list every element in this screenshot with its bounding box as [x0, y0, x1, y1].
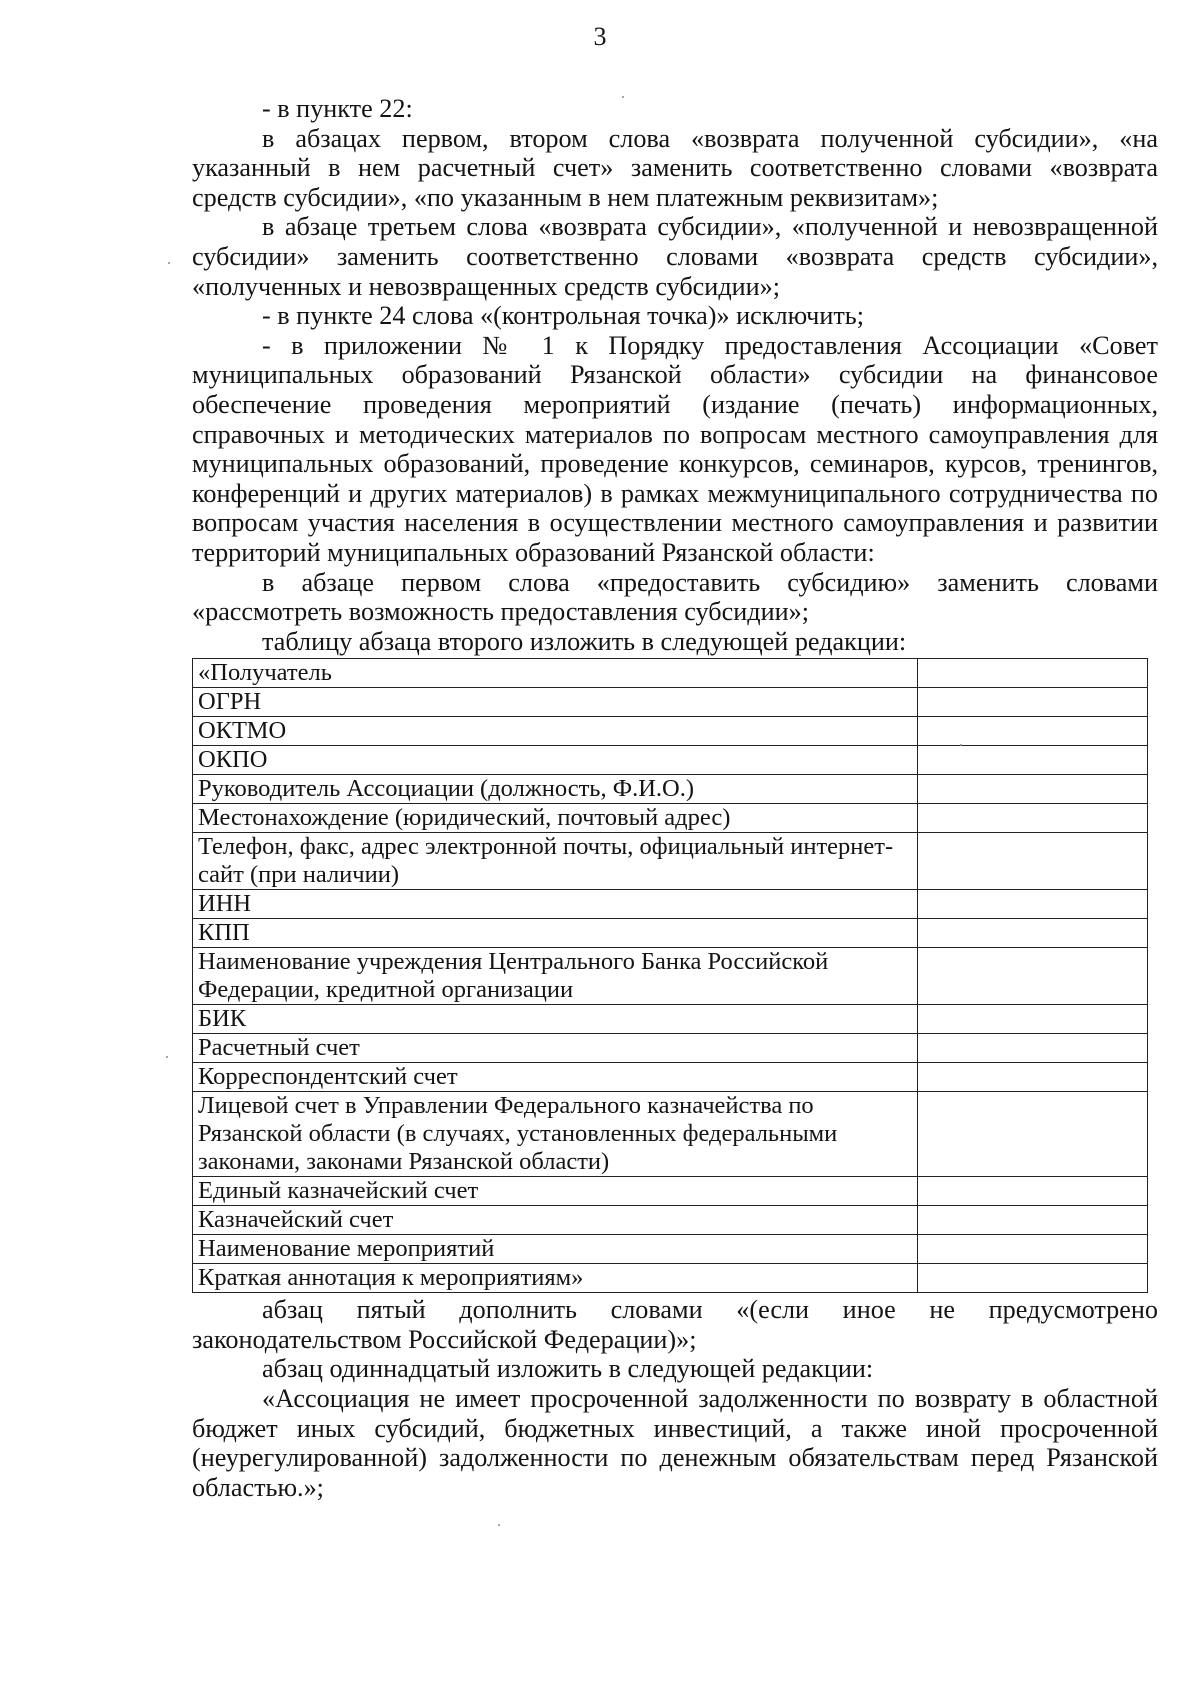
scan-speck	[166, 1056, 168, 1058]
table-row-label: Лицевой счет в Управлении Федерального казначейства по Рязанской области (в случаях, установленных федеральными законами, законами Рязанской области)	[193, 1092, 918, 1177]
table-row-value	[918, 688, 1148, 717]
table-row	[193, 1063, 1148, 1092]
table-row-value	[918, 1092, 1148, 1177]
scan-speck	[168, 262, 170, 264]
table-row-label: Местонахождение (юридический, почтовый адрес)	[193, 804, 918, 833]
page-number: 3	[593, 22, 607, 51]
table-row-label: Корреспондентский счет	[193, 1063, 918, 1092]
paragraph: таблицу абзаца второго изложить в следующей редакции:	[262, 626, 907, 656]
paragraph: - в пункте 24 слова «(контрольная точка)» исключить;	[262, 301, 865, 331]
table-row-value	[918, 890, 1148, 919]
table-row	[193, 1177, 1148, 1206]
scan-speck	[960, 744, 962, 746]
table-row-value	[918, 919, 1148, 948]
table-row-value	[918, 1063, 1148, 1092]
table-row	[193, 1092, 1148, 1177]
table-row-label: Расчетный счет	[193, 1034, 918, 1063]
table-row-label: Наименование учреждения Центрального Банка Российской Федерации, кредитной организации	[193, 948, 918, 1005]
table-row-value	[918, 775, 1148, 804]
table-row-value	[918, 1235, 1148, 1264]
table-row-label: Краткая аннотация к мероприятиям»	[193, 1264, 918, 1293]
table-row	[193, 804, 1148, 833]
table-row-value	[918, 1034, 1148, 1063]
table-row-label: «Получатель	[193, 659, 918, 688]
table-row	[193, 688, 1148, 717]
table-row-value	[918, 1005, 1148, 1034]
table-row-value	[918, 1177, 1148, 1206]
table-row-label: КПП	[193, 919, 918, 948]
table-row	[193, 1034, 1148, 1063]
paragraph: в абзаце третьем слова «возврата субсидии», «полученной и невозвращенной субсидии» заменить соответственно словами «возврата средств субсидии», «полученных и невозвращенных средств субсидии»;	[192, 212, 1158, 301]
table-row	[193, 1206, 1148, 1235]
scan-speck	[622, 96, 624, 98]
paragraph: абзац пятый дополнить словами «(если иное не предусмотрено законодательством Российской Федерации)»;	[192, 1295, 1158, 1354]
table-row-label: Единый казначейский счет	[193, 1177, 918, 1206]
table-row-label: ОКТМО	[193, 717, 918, 746]
table-row-value	[918, 804, 1148, 833]
paragraph: - в пункте 22:	[262, 94, 413, 123]
table-row-label: ИНН	[193, 890, 918, 919]
table-row	[193, 659, 1148, 688]
table-row	[193, 775, 1148, 804]
table-row-value	[918, 746, 1148, 775]
table-row-label: ОГРН	[193, 688, 918, 717]
table-row-label: ОКПО	[193, 746, 918, 775]
requisites-table	[192, 658, 1148, 1293]
table-row	[193, 948, 1148, 1005]
table-row-value	[918, 659, 1148, 688]
table-row-label: Наименование мероприятий	[193, 1235, 918, 1264]
table-row-value	[918, 717, 1148, 746]
table-row-label: Казначейский счет	[193, 1206, 918, 1235]
table-row	[193, 833, 1148, 890]
requisites-table-body	[193, 659, 1148, 1293]
table-row-value	[918, 1264, 1148, 1293]
table-row-label: Руководитель Ассоциации (должность, Ф.И.О.)	[193, 775, 918, 804]
document-body	[192, 94, 1158, 1502]
table-row-value	[918, 948, 1148, 1005]
table-row-value	[918, 833, 1148, 890]
table-row	[193, 1005, 1148, 1034]
table-row-value	[918, 1206, 1148, 1235]
table-row	[193, 1264, 1148, 1293]
paragraph: «Ассоциация не имеет просроченной задолженности по возврату в областной бюджет иных субсидий, бюджетных инвестиций, а также иной просроченной (неурегулированной) задолженности по денежным обязательствам перед Рязанской областью.»;	[192, 1384, 1158, 1502]
scan-speck	[498, 1524, 500, 1526]
table-row-label: БИК	[193, 1005, 918, 1034]
paragraph: в абзацах первом, втором слова «возврата полученной субсидии», «на указанный в нем расчетный счет» заменить соответственно словами «возврата средств субсидии», «по указанным в нем платежным реквизитам»;	[192, 123, 1158, 212]
paragraph: - в приложении № 1 к Порядку предоставления Ассоциации «Совет муниципальных образований Рязанской области» субсидии на финансовое обеспечение проведения мероприятий (издание (печать) информационных, справочных и методических материалов по вопросам местного самоуправления для муниципальных образований, проведение конкурсов, семинаров, курсов, тренингов, конференций и других материалов) в рамках межмуниципального сотрудничества по вопросам участия населения в осуществлении местного самоуправления и развитии территорий муниципальных образований Рязанской области:	[192, 330, 1158, 567]
table-row	[193, 717, 1148, 746]
table-row	[193, 890, 1148, 919]
table-row	[193, 919, 1148, 948]
paragraph: абзац одиннадцатый изложить в следующей редакции:	[262, 1354, 874, 1384]
paragraph: в абзаце первом слова «предоставить субсидию» заменить словами «рассмотреть возможность предоставления субсидии»;	[192, 567, 1158, 627]
table-row	[193, 746, 1148, 775]
table-row	[193, 1235, 1148, 1264]
table-row-label: Телефон, факс, адрес электронной почты, официальный интернет-сайт (при наличии)	[193, 833, 918, 890]
